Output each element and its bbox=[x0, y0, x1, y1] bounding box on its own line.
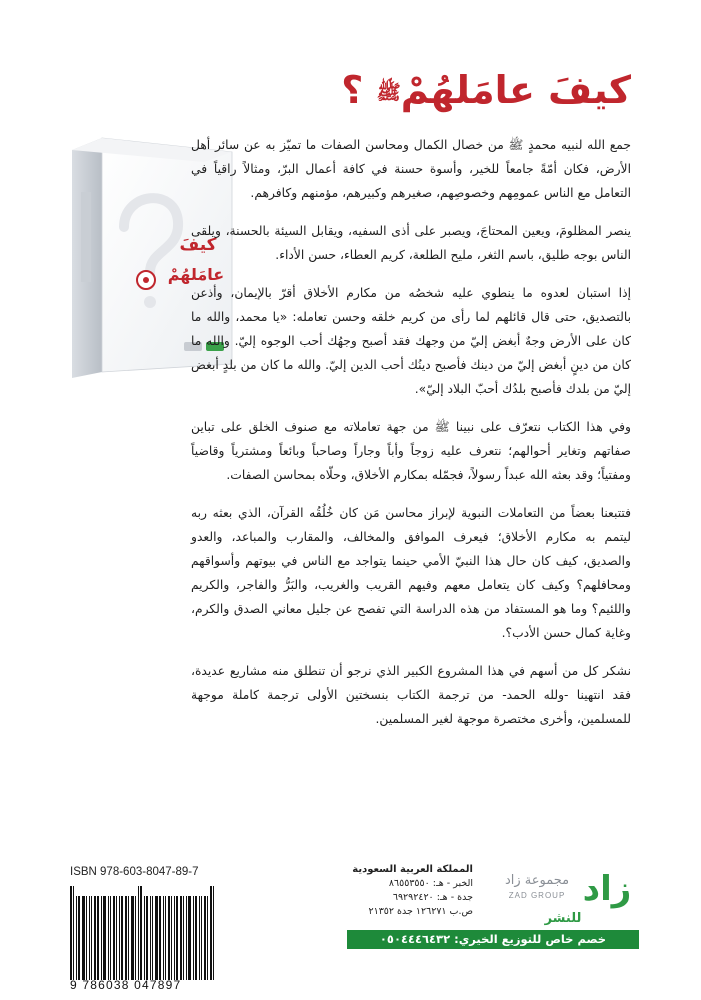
barcode-bar bbox=[168, 896, 170, 980]
barcode-bar bbox=[140, 886, 142, 980]
address-country: المملكة العربية السعودية bbox=[352, 864, 473, 875]
description-body bbox=[191, 133, 631, 745]
barcode-bar bbox=[138, 886, 139, 980]
paragraph: نشكر كل من أسهم في هذا المشروع الكبير الذي نرجو أن تنطلق منه مشاريع عديدة، فقد انتهينا -ولله الحمد- من ترجمة الكتاب بنسختين الأولى ترجمة كاملة موجهة للمسلمين، وأخرى مختصرة موجهة لغير المسلمين. bbox=[191, 664, 631, 726]
paragraph: وفي هذا الكتاب نتعرّف على نبينا ﷺ من جهة تعاملاته مع صنوف الخلق على تباين صفاتهم وتغاير أحوالهم؛ نتعرف عليه زوجاً وأباً وجاراً وصاحباً وبائعاً ومشترياً وقاضياً ومفتياً؛ وقد بعثه الله عبداً رسولاً، فجمّله بمكارم الأخلاق، وحلّاه بمحاسن الصفات. bbox=[191, 420, 631, 482]
isbn-block bbox=[70, 866, 220, 992]
barcode-bar bbox=[121, 896, 123, 980]
barcode-bar bbox=[101, 896, 102, 980]
barcode-bar bbox=[188, 896, 191, 980]
paragraph: إذا استبان لعدوه ما ينطوي عليه شخصُه من مكارم الأخلاق أقرّ بالإيمان، وأذعن بالتصديق، حتى قال قائلهم لما رأى من كريم خلقه وحسن تعامله: «يا محمد، والله ما كان على الأرض وجهٌ أبغض إليّ من وجهك فقد أصبح وجهُك أحب الوجوه إليّ. والله ما كان من دينٍ أبغض إليّ من دينك فأصبح دينُك أحب الدين إليّ. والله ما كان من بلدٍ أبغض إليّ من بلدك فأصبح بلدُك أحبّ البلاد إليّ». bbox=[191, 286, 631, 396]
logo-tagline: للنشر bbox=[544, 911, 582, 926]
barcode-bar bbox=[128, 896, 129, 980]
address-line: جدة - هـ: ٦٩٢٩٢٤٢٠ bbox=[392, 892, 473, 903]
barcode-bar bbox=[131, 896, 134, 980]
barcode-bar bbox=[150, 896, 151, 980]
barcode-bars bbox=[70, 882, 220, 980]
barcode-bar bbox=[165, 896, 166, 980]
publisher-address bbox=[347, 863, 473, 919]
barcode-bar bbox=[180, 896, 182, 980]
barcode-bar bbox=[163, 896, 164, 980]
barcode-bar bbox=[91, 896, 92, 980]
barcode-bar bbox=[103, 896, 106, 980]
barcode-bar bbox=[193, 896, 194, 980]
barcode-bar bbox=[152, 896, 153, 980]
barcode-bar bbox=[89, 896, 90, 980]
barcode-bar bbox=[119, 896, 120, 980]
barcode-bar bbox=[207, 896, 208, 980]
address-line: الخبر - هـ: ٨٦٥٥٣٥٥٠ bbox=[388, 878, 473, 889]
barcode-bar bbox=[97, 896, 99, 980]
barcode-bar bbox=[78, 896, 80, 980]
barcode-bar bbox=[82, 896, 85, 980]
barcode-bar bbox=[201, 896, 202, 980]
barcode-bar bbox=[210, 886, 212, 980]
barcode-bar bbox=[144, 896, 145, 980]
title-main: كيفَ عامَلهُمْ bbox=[400, 68, 631, 112]
page-title bbox=[341, 68, 631, 112]
barcode-bar bbox=[146, 896, 148, 980]
barcode-bar bbox=[86, 896, 87, 980]
barcode-bar bbox=[73, 886, 74, 980]
barcode-bar bbox=[183, 896, 184, 980]
book-cover-title-line2: عامَلهُمْ bbox=[167, 265, 225, 284]
isbn-label: ISBN 978-603-8047-89-7 bbox=[70, 866, 199, 878]
logo-mark: زاد bbox=[582, 869, 632, 909]
paragraph: ينصر المظلومَ، ويعين المحتاجَ، ويصبر على أذى السفيه، ويقابل السيئة بالحسنة، ويلقى الناس بوجه طليق، باسم الثغر، مليح الطلعة، كريم العطاء، حسن الأداء. bbox=[191, 224, 631, 262]
barcode-bar bbox=[176, 896, 178, 980]
title-question-mark: ؟ bbox=[341, 68, 364, 112]
barcode-bar bbox=[171, 896, 172, 980]
book-cover-title-line1: كيفَ bbox=[179, 235, 217, 255]
logo-group-ar: مجموعة زاد bbox=[504, 873, 570, 888]
barcode-bar bbox=[116, 896, 117, 980]
barcode bbox=[70, 882, 220, 992]
paragraph: جمع الله لنبيه محمدٍ ﷺ من خصال الكمال ومحاسن الصفات ما تميّز به عن سائر أهل الأرض، فكان أمّةً جامعاً للخير، وأسوة حسنة في كافة أعمال البرّ، ومثالاً راقياً في التعامل مع الناس عمومِهم وخصوصِهم، صغيرهم وكبيرهم، مؤمنهم وكافرهم. bbox=[191, 138, 631, 200]
charity-discount-banner: خصم خاص للتوزيع الخيري: ٠٥٠٤٤٤٦٤٣٢ bbox=[347, 930, 639, 949]
title-honorific: ﷺ bbox=[376, 80, 401, 104]
barcode-bar bbox=[186, 896, 187, 980]
barcode-bar bbox=[199, 896, 200, 980]
paragraph: فتتبعنا بعضاً من التعاملات النبوية لإبراز محاسن مَن كان خُلُقُه القرآن، الذي بعثه ربه ليتمم به مكارم الأخلاق؛ فيعرف الموافق والمخالف، والمقارب والمباعد، والعدو والصديق، كيف كان حال هذا النبيّ الأمي حينما يتواجد مع الناس في بيوتهم وأسواقهم ومحافلهم؟ وكيف كان يتعامل معهم وفيهم القريب والغريب، والبَرُّ والفاجر، والكريم واللئيم؟ وما هو المستفاد من هذه الدراسة التي تفصح عن جليل معاني الصدق والكرم، وغاية كمال حسن الأدب؟. bbox=[191, 506, 631, 640]
barcode-bar bbox=[125, 896, 127, 980]
barcode-bar bbox=[195, 896, 197, 980]
barcode-bar bbox=[94, 896, 96, 980]
barcode-bar bbox=[135, 896, 136, 980]
barcode-bar bbox=[76, 896, 77, 980]
barcode-bar bbox=[113, 896, 115, 980]
barcode-number: 9 786038 047897 bbox=[70, 978, 182, 992]
barcode-bar bbox=[108, 896, 109, 980]
address-line: ص.ب ١٢٦٢٧١ جدة ٢١٣٥٢ bbox=[368, 906, 473, 917]
barcode-bar bbox=[155, 896, 158, 980]
barcode-bar bbox=[174, 896, 175, 980]
barcode-bar bbox=[204, 896, 206, 980]
barcode-bar bbox=[159, 896, 161, 980]
barcode-bar bbox=[110, 896, 111, 980]
logo-group-en: ZAD GROUP bbox=[508, 891, 566, 900]
barcode-bar bbox=[70, 886, 72, 980]
barcode-bar bbox=[213, 886, 214, 980]
publisher-logo bbox=[489, 858, 637, 928]
